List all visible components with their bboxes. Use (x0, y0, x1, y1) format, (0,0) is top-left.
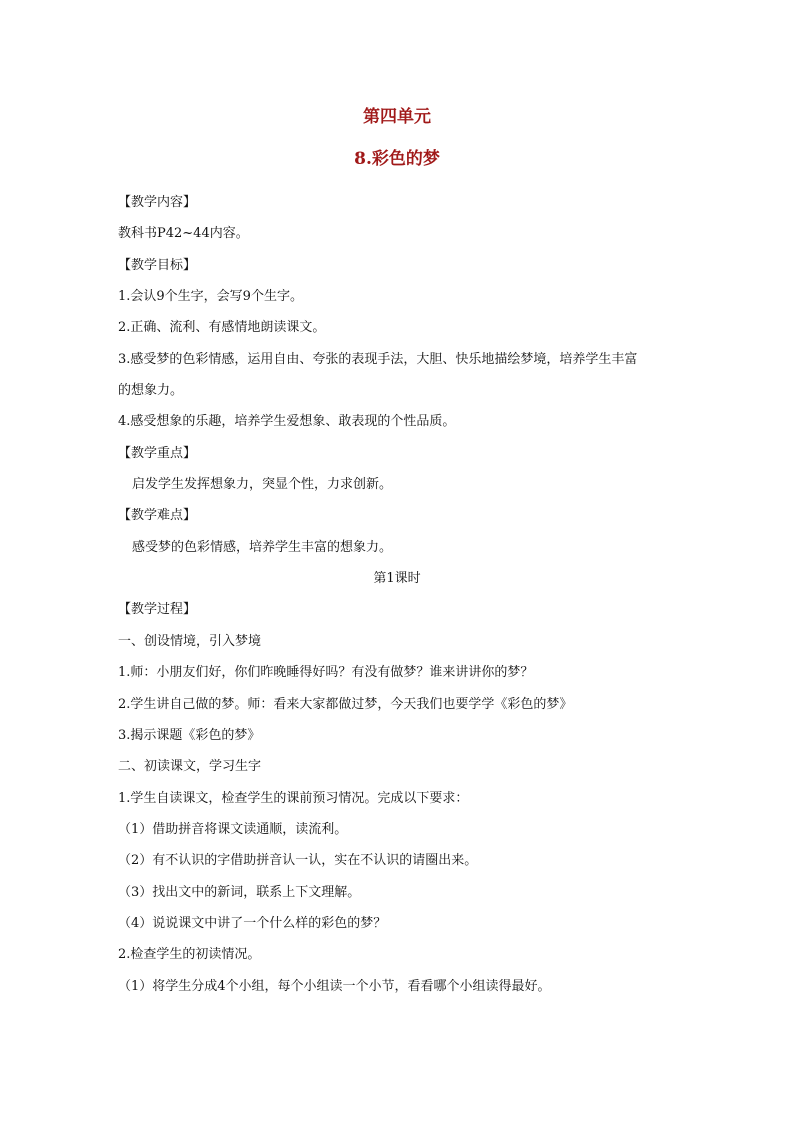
text-line: 一、创设情境，引入梦境 (118, 633, 262, 649)
text-line: 【教学内容】 (118, 195, 197, 210)
text-line: 感受梦的色彩情感，培养学生丰富的想象力。 (132, 539, 393, 555)
text-line: 3.揭示课题《彩色的梦》 (118, 727, 261, 743)
text-line: 1.会认9个生字，会写9个生字。 (118, 289, 303, 305)
period-heading: 第1课时 (373, 571, 421, 587)
text-line: 2.正确、流利、有感情地朗读课文。 (118, 320, 326, 336)
text-line: 教科书P42~44内容。 (118, 226, 249, 242)
text-line: （2）有不认识的字借助拼音认一认，实在不认识的请圈出来。 (118, 853, 478, 869)
unit-title: 第四单元 (363, 107, 431, 127)
text-line: 3.感受梦的色彩情感，运用自由、夸张的表现手法，大胆、快乐地描绘梦境，培养学生丰富 (118, 351, 638, 367)
text-line: 1.师：小朋友们好，你们昨晚睡得好吗？有没有做梦？谁来讲讲你的梦？ (118, 665, 534, 681)
text-line: 1.学生自读课文，检查学生的课前预习情况。完成以下要求： (118, 790, 469, 806)
text-line: 【教学目标】 (118, 257, 197, 273)
lesson-plan-body (118, 187, 678, 1002)
text-line: 【教学难点】 (118, 508, 197, 524)
text-line: （4）说说课文中讲了一个什么样的彩色的梦？ (118, 915, 387, 931)
text-line: 启发学生发挥想象力，突显个性，力求创新。 (132, 477, 393, 493)
text-line: 【教学过程】 (118, 602, 197, 618)
text-line: （1）将学生分成4个小组，每个小组读一个小节，看看哪个小组读得最好。 (118, 978, 551, 994)
lesson-title: 8.彩色的梦 (354, 149, 440, 169)
text-line: 2.学生讲自己做的梦。师：看来大家都做过梦，今天我们也要学学《彩色的梦》 (118, 696, 573, 712)
text-line: （3）找出文中的新词，联系上下文理解。 (118, 884, 361, 900)
text-line: 的想象力。 (118, 383, 184, 399)
text-line: 【教学重点】 (118, 445, 197, 461)
text-line: 4.感受想象的乐趣，培养学生爱想象、敢表现的个性品质。 (118, 414, 456, 430)
text-line: 2.检查学生的初读情况。 (118, 947, 261, 963)
text-line: （1）借助拼音将课文读通顺，读流利。 (118, 821, 348, 837)
text-line: 二、初读课文，学习生字 (118, 759, 262, 775)
